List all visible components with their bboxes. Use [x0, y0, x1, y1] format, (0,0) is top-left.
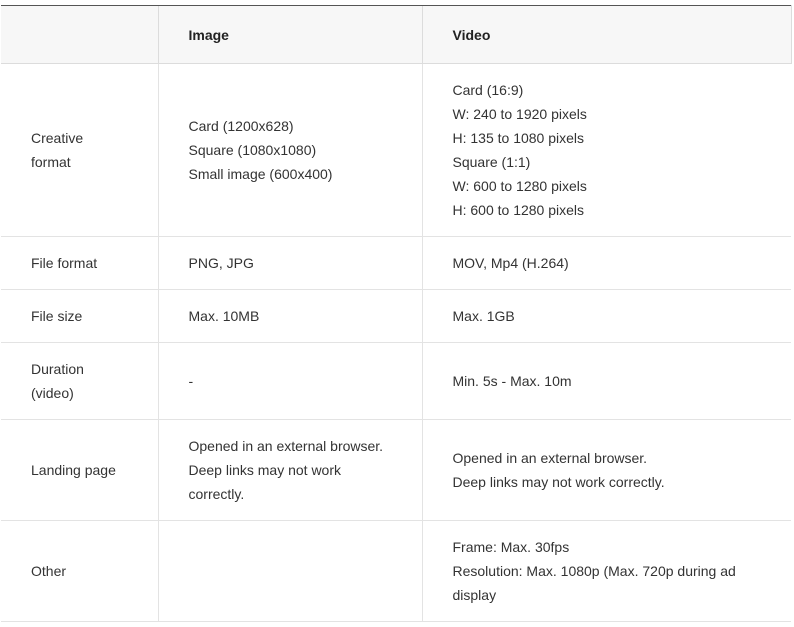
header-row — [1, 6, 791, 64]
table-row-duration — [1, 343, 791, 420]
table-row-landing-page — [1, 420, 791, 521]
cell-line: Square (1:1) — [452, 154, 531, 170]
row-label-line: Duration — [31, 361, 84, 377]
image-cell: PNG, JPG — [158, 237, 422, 290]
header-cell-empty — [1, 6, 158, 64]
cell-line: Square (1080x1080) — [188, 142, 317, 158]
cell-line: display — [452, 587, 497, 603]
image-cell: Max. 10MB — [158, 290, 422, 343]
cell-line: Opened in an external browser. — [188, 438, 384, 454]
image-cell — [158, 64, 422, 237]
cell-line: W: 600 to 1280 pixels — [452, 178, 587, 194]
image-cell — [158, 420, 422, 521]
row-label-line: Creative — [31, 130, 84, 146]
table-body — [1, 64, 791, 622]
row-label — [1, 64, 158, 237]
cell-line: Card (1200x628) — [188, 118, 294, 134]
header-cell-image: Image — [158, 6, 422, 64]
row-label-line: format — [31, 154, 71, 170]
table-row-file-size — [1, 290, 791, 343]
cell-line: H: 600 to 1280 pixels — [452, 202, 585, 218]
table-row-creative-format — [1, 64, 791, 237]
video-cell — [422, 521, 791, 622]
video-cell — [422, 64, 791, 237]
cell-line: Card (16:9) — [452, 82, 524, 98]
cell-line: H: 135 to 1080 pixels — [452, 130, 585, 146]
header-cell-video: Video — [422, 6, 791, 64]
specs-table — [1, 5, 792, 622]
cell-line: Resolution: Max. 1080p (Max. 720p during ad — [452, 563, 736, 579]
table-row-file-format — [1, 237, 791, 290]
table-row-other — [1, 521, 791, 622]
row-label — [1, 343, 158, 420]
image-cell — [158, 521, 422, 622]
row-label: File size — [1, 290, 158, 343]
video-cell: Max. 1GB — [422, 290, 791, 343]
row-label: Landing page — [1, 420, 158, 521]
image-cell: - — [158, 343, 422, 420]
cell-line: Small image (600x400) — [188, 166, 333, 182]
video-cell: MOV, Mp4 (H.264) — [422, 237, 791, 290]
cell-line: Deep links may not work — [188, 462, 342, 478]
cell-line: correctly. — [188, 486, 245, 502]
cell-line: W: 240 to 1920 pixels — [452, 106, 587, 122]
row-label: Other — [1, 521, 158, 622]
cell-line: Frame: Max. 30fps — [452, 539, 570, 555]
cell-line: Opened in an external browser. — [452, 450, 648, 466]
table-header — [1, 6, 791, 64]
row-label-line: (video) — [31, 385, 74, 401]
cell-line: Deep links may not work correctly. — [452, 474, 665, 490]
row-label: File format — [1, 237, 158, 290]
video-cell: Min. 5s - Max. 10m — [422, 343, 791, 420]
video-cell — [422, 420, 791, 521]
